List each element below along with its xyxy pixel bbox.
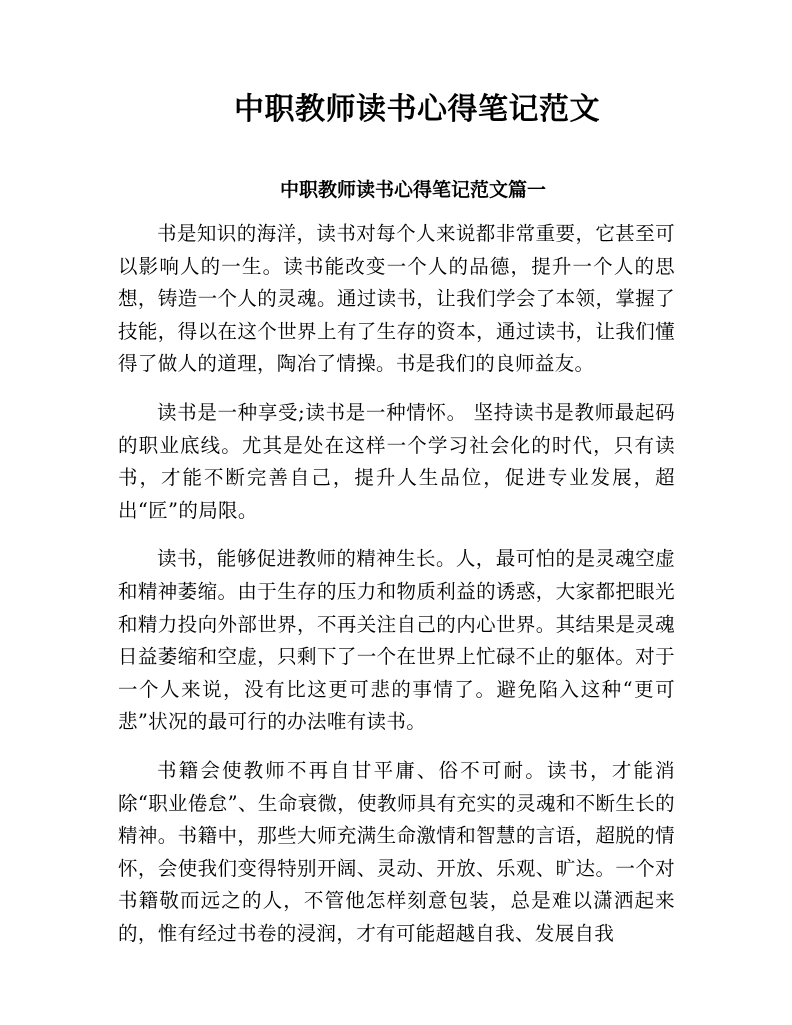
page-title: 中职教师读书心得笔记范文 bbox=[234, 92, 600, 127]
paragraph-3: 读书，能够促进教师的精神生长。人，最可怕的是灵魂空虚和精神萎缩。由于生存的压力和物质利益的诱惑，大家都把眼光和精力投向外部世界，不再关注自己的内心世界。其结果是灵魂日益萎缩和空虚，只剩下了一个在世界上忙碌不止的躯体。对于一个人来说，没有比这更可悲的事情了。避免陷入这种“更可悲”状况的最可行的办法唯有读书。 bbox=[118, 547, 675, 734]
paragraph-2: 读书是一种享受;读书是一种情怀。 坚持读书是教师最起码的职业底线。尤其是处在这样一个学习社会化的时代，只有读书，才能不断完善自己，提升人生品位，促进专业发展，超出“匠”的局限。 bbox=[118, 400, 675, 522]
article-body bbox=[118, 218, 675, 950]
paragraph-4: 书籍会使教师不再自甘平庸、俗不可耐。读书，才能消除“职业倦怠”、生命衰微，使教师具有充实的灵魂和不断生长的精神。书籍中，那些大师充满生命激情和智慧的言语，超脱的情怀，会使我们变得特别开阔、灵动、开放、乐观、旷达。一个对书籍敬而远之的人，不管他怎样刻意包装，总是难以潇洒起来的，惟有经过书卷的浸润，才有可能超越自我、发展自我 bbox=[118, 758, 675, 945]
paragraph-1: 书是知识的海洋，读书对每个人来说都非常重要，它甚至可以影响人的一生。读书能改变一个人的品德，提升一个人的思想，铸造一个人的灵魂。通过读书，让我们学会了本领，掌握了技能，得以在这个世界上有了生存的资本，通过读书，让我们懂得了做人的道理，陶冶了情操。书是我们的良师益友。 bbox=[118, 222, 675, 376]
section-heading: 中职教师读书心得笔记范文篇一 bbox=[279, 179, 546, 201]
